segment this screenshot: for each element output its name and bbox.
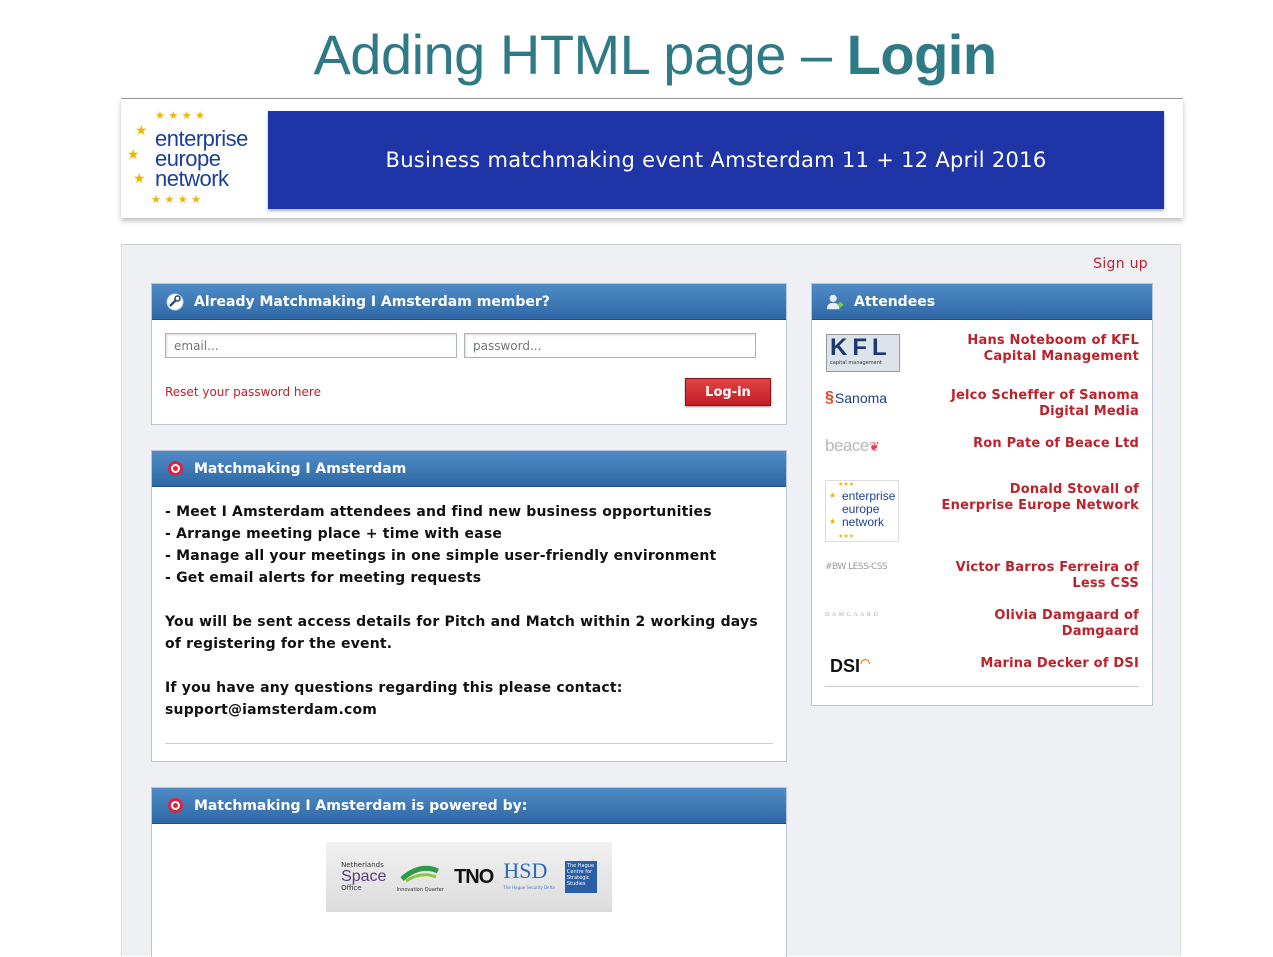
app-logo-icon [166,797,184,815]
attendee-name[interactable] [980,656,1139,686]
star-icon: ★★★ [838,533,855,540]
divider [165,743,773,744]
logo-word: network [155,166,229,191]
star-icon: ★ ★ ★ ★ [155,109,205,122]
star-icon: ★ [133,171,146,187]
hcss-line: The Hague [566,863,595,869]
feature-bullet: - Arrange meeting place + time with ease [165,526,503,542]
kfl-text: KFL [830,334,892,361]
event-banner [121,98,1183,218]
attendee-name-line: Hans Noteboom of KFL [967,333,1139,348]
banner-headline-box [268,111,1164,209]
attendee-logo [825,656,899,686]
attendee-name-line: Digital Media [1039,404,1139,419]
sanoma-text: Sanoma [834,390,888,406]
star-icon: ★★★ [838,481,855,488]
hsd-logo [503,860,554,894]
signup-link[interactable]: Sign up [1093,256,1148,272]
login-button[interactable]: Log-in [685,378,771,406]
access-info-text: of registering for the event. [165,636,393,652]
attendee-name-line: Damgaard [1061,624,1139,639]
attendee-name[interactable] [967,333,1139,378]
tno-logo: TNO [454,865,494,888]
support-email: support@iamsterdam.com [165,702,378,718]
email-field[interactable] [165,333,457,358]
list-item[interactable] [825,480,1139,546]
add-user-icon [826,293,844,311]
info-panel-header [152,451,786,487]
reset-password-link[interactable]: Reset your password here [165,385,321,399]
app-logo-icon [166,460,184,478]
attendee-list [812,334,1152,687]
kfl-sub: capital management [830,360,882,366]
een-word: europe [842,502,880,516]
attendee-name-line: Less CSS [1072,576,1139,591]
info-panel [151,450,787,762]
attendee-name-line: Jelco Scheffer of Sanoma [950,388,1139,403]
login-panel [151,283,787,425]
password-field[interactable] [464,333,756,358]
beace-leaf-icon: ❦ [868,439,880,454]
feature-bullet: - Meet I Amsterdam attendees and find new business opportunities [165,504,712,520]
attendee-logo [825,608,899,644]
list-item[interactable] [825,608,1139,644]
nso-mid: Space [341,868,387,885]
hcss-line: Studies [566,881,586,887]
attendee-name[interactable] [942,482,1139,546]
hcss-logo [565,861,597,893]
slide-title-text: Adding HTML page – [313,23,847,86]
key-icon [166,293,184,311]
dsi-arc-icon: ◠ [860,656,871,670]
attendee-name-line: Enerprise Europe Network [941,498,1139,513]
attendee-name[interactable] [973,436,1139,472]
powered-by-title: Matchmaking I Amsterdam is powered by: [194,797,528,814]
nso-top: Netherlands [341,861,384,869]
attendee-name-line: Ron Pate of Beace Ltd [973,436,1139,451]
login-panel-title: Already Matchmaking I Amsterdam member? [194,293,550,310]
feature-bullet: - Manage all your meetings in one simple user-friendly environment [165,548,717,564]
attendee-name-line: Victor Barros Ferreira of [955,560,1139,575]
star-icon: ★ [829,491,837,500]
attendee-logo [826,334,900,372]
feature-bullet: - Get email alerts for meeting requests [165,570,482,586]
list-item[interactable] [825,656,1139,686]
attendee-name-line: Capital Management [983,349,1139,364]
list-item[interactable] [825,388,1139,426]
attendee-logo [825,436,899,472]
logo-word: europe [155,146,221,171]
page-content [121,244,1181,956]
damgaard-text: DAMGAARD [825,612,881,618]
info-panel-body [152,487,786,721]
sponsor-logos [326,842,612,912]
star-icon: ★ ★ ★ ★ [151,193,201,206]
dsi-text: DSI [830,656,861,676]
powered-by-header [152,788,786,824]
iq-label: Innovation Quarter [396,887,444,893]
een-word: network [842,515,885,529]
attendee-name-line: Olivia Damgaard of [994,608,1139,623]
hcss-line: Strategic [566,875,590,881]
slide-title-bold: Login [846,23,997,86]
beace-text: beace [825,436,869,455]
divider [825,686,1139,687]
contact-info-text: If you have any questions regarding this please contact: [165,680,623,696]
list-item[interactable] [825,334,1139,378]
netherlands-space-office-logo [341,861,386,893]
attendee-name[interactable] [994,608,1139,644]
banner-headline: Business matchmaking event Amsterdam 11 + 12 April 2016 [385,148,1047,172]
innovation-quarter-logo [397,861,444,893]
star-icon: ★ [829,517,837,526]
info-panel-title: Matchmaking I Amsterdam [194,460,407,477]
enterprise-europe-network-logo [125,109,265,209]
list-item[interactable] [825,560,1139,596]
attendee-name-line: Donald Stovall of [1009,482,1139,497]
star-icon: ★ [135,123,148,139]
star-icon: ★ [127,147,140,163]
attendee-name-line: Marina Decker of DSI [980,656,1139,671]
attendee-logo [825,480,899,542]
hcss-line: Centre for [566,869,593,875]
attendee-logo [825,560,899,596]
sanoma-s-icon: § [825,389,834,406]
attendee-logo [825,388,899,408]
hsd-sub: The Hague Security Delta [503,885,555,890]
attendee-name[interactable] [951,388,1139,426]
attendees-panel-title: Attendees [854,293,936,310]
logo-word: enterprise [155,126,248,151]
nso-bottom: Office [341,884,362,892]
access-info-text: You will be sent access details for Pitch and Match within 2 working days [165,614,758,630]
attendee-name[interactable] [956,560,1139,596]
slide-title [0,22,1273,87]
hsd-label: HSD [503,858,548,883]
attendees-panel-header [812,284,1152,320]
attendees-panel [811,283,1153,706]
login-panel-header [152,284,786,320]
powered-by-panel [151,787,787,957]
een-word: enterprise [842,489,896,503]
list-item[interactable] [825,436,1139,472]
less-css-text: #BW LESS-CSS [825,562,888,572]
